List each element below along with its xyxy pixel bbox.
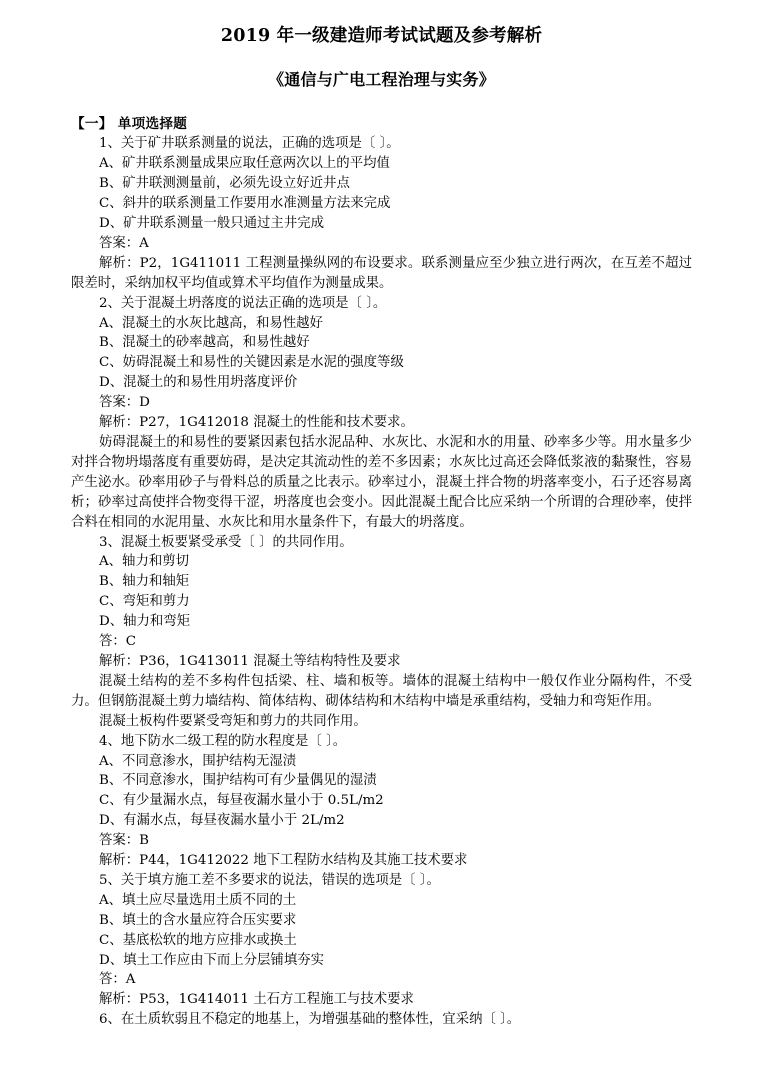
question-option: C、斜井的联系测量工作要用水准测量方法来完成	[99, 196, 391, 212]
question-analysis: 解析：P36，1G413011 混凝土等结构特性及要求	[99, 653, 401, 669]
question-answer: 答：C	[99, 634, 137, 650]
question-option: D、矿井联系测量一般只通过主井完成	[99, 216, 324, 232]
question-option: B、不同意渗水，围护结构可有少量偶见的湿渍	[99, 773, 377, 789]
question-answer: 答案：D	[99, 395, 150, 411]
question-block	[71, 732, 692, 871]
question-analysis: 混凝土结构的差不多构件包括梁、柱、墙和板等。墙体的混凝土结构中一般仅作业分隔构件，不受力。但钢筋混凝土剪力墙结构、简体结构、砌体结构和木结构中墙是承重结构，受轴力和弯矩作用。	[71, 673, 692, 709]
question-stem: 4、地下防水二级工程的防水程度是〔 〕。	[99, 733, 347, 749]
question-answer: 答案：B	[99, 833, 150, 849]
page-title: 2019 年一级建造师考试试题及参考解析	[220, 26, 543, 46]
question-option: A、轴力和剪切	[99, 554, 190, 570]
question-option: D、轴力和弯矩	[99, 614, 191, 630]
question-block	[71, 871, 692, 1010]
question-option: A、混凝土的水灰比越高，和易性越好	[99, 315, 323, 331]
question-analysis: 解析：P53，1G414011 土石方工程施工与技术要求	[99, 992, 414, 1008]
question-stem: 2、关于混凝土坍落度的说法正确的选项是〔 〕。	[99, 295, 387, 311]
question-option: B、轴力和轴矩	[99, 574, 190, 590]
question-analysis: 解析：P2，1G411011 工程测量操纵网的布设要求。联系测量应至少独立进行两次，在互差不超过限差时，采纳加权平均值或算术平均值作为测量成果。	[71, 255, 692, 291]
question-option: B、混凝土的砂率越高，和易性越好	[99, 335, 310, 351]
question-block	[71, 1010, 692, 1030]
question-option: D、混凝土的和易性用坍落度评价	[99, 375, 298, 391]
question-option: A、不同意渗水，围护结构无湿渍	[99, 753, 297, 769]
question-option: C、弯矩和剪力	[99, 594, 190, 610]
question-block	[71, 294, 692, 533]
section-heading: 【一】 单项选择题	[71, 115, 188, 132]
question-option: B、矿井联测测量前，必须先设立好近井点	[99, 176, 350, 192]
question-answer: 答：A	[99, 972, 136, 988]
question-option: B、填土的含水量应符合压实要求	[99, 912, 297, 928]
question-analysis: 解析：P27，1G412018 混凝土的性能和技术要求。	[99, 415, 414, 431]
question-analysis: 妨碍混凝土的和易性的要紧因素包括水泥品种、水灰比、水泥和水的用量、砂率多少等。用水量多少对拌合物坍塌落度有重要妨碍，是决定其流动性的差不多因素；水灰比过高还会降低浆液的黏聚性，容易产生泌水。砂率用砂子与骨料总的质量之比表示。砂率过小，混凝土拌合物的坍落率变小，石子还容易离析；砂率过高使拌合物变得干涩，坍落度也会变小。因此混凝土配合比应采纳一个所谓的合理砂率，使拌合料在相同的水泥用量、水灰比和用水量条件下，有最大的坍落度。	[71, 435, 692, 530]
question-option: D、填土工作应由下而上分层铺填夯实	[99, 952, 324, 968]
question-answer: 答案：A	[99, 235, 149, 251]
question-option: D、有漏水点，每昼夜漏水量小于 2L/m2	[99, 813, 345, 829]
question-stem: 1、关于矿井联系测量的说法，正确的选项是〔 〕。	[99, 136, 400, 152]
question-option: A、矿井联系测量成果应取任意两次以上的平均值	[99, 156, 390, 172]
question-option: A、填土应尽量选用土质不同的土	[99, 892, 297, 908]
question-option: C、有少量漏水点，每昼夜漏水量小于 0.5L/m2	[99, 793, 384, 809]
question-option: C、基底松软的地方应排水或换土	[99, 932, 297, 948]
question-stem: 5、关于填方施工差不多要求的说法，错误的选项是〔 〕。	[99, 872, 440, 888]
page-subtitle: 《通信与广电工程治理与实务》	[268, 69, 495, 89]
question-stem: 3、混凝土板要紧受承受〔 〕的共同作用。	[99, 534, 353, 550]
question-block	[71, 134, 692, 293]
question-block	[71, 533, 692, 732]
question-option: C、妨碍混凝土和易性的关键因素是水泥的强度等级	[99, 355, 404, 371]
document-body	[0, 88, 763, 1031]
question-analysis: 混凝土板构件要紧受弯矩和剪力的共同作用。	[99, 713, 367, 729]
question-stem: 6、在土质软弱且不稳定的地基上，为增强基础的整体性，宜采纳〔 〕。	[99, 1012, 521, 1028]
question-analysis: 解析：P44，1G412022 地下工程防水结构及其施工技术要求	[99, 853, 468, 869]
